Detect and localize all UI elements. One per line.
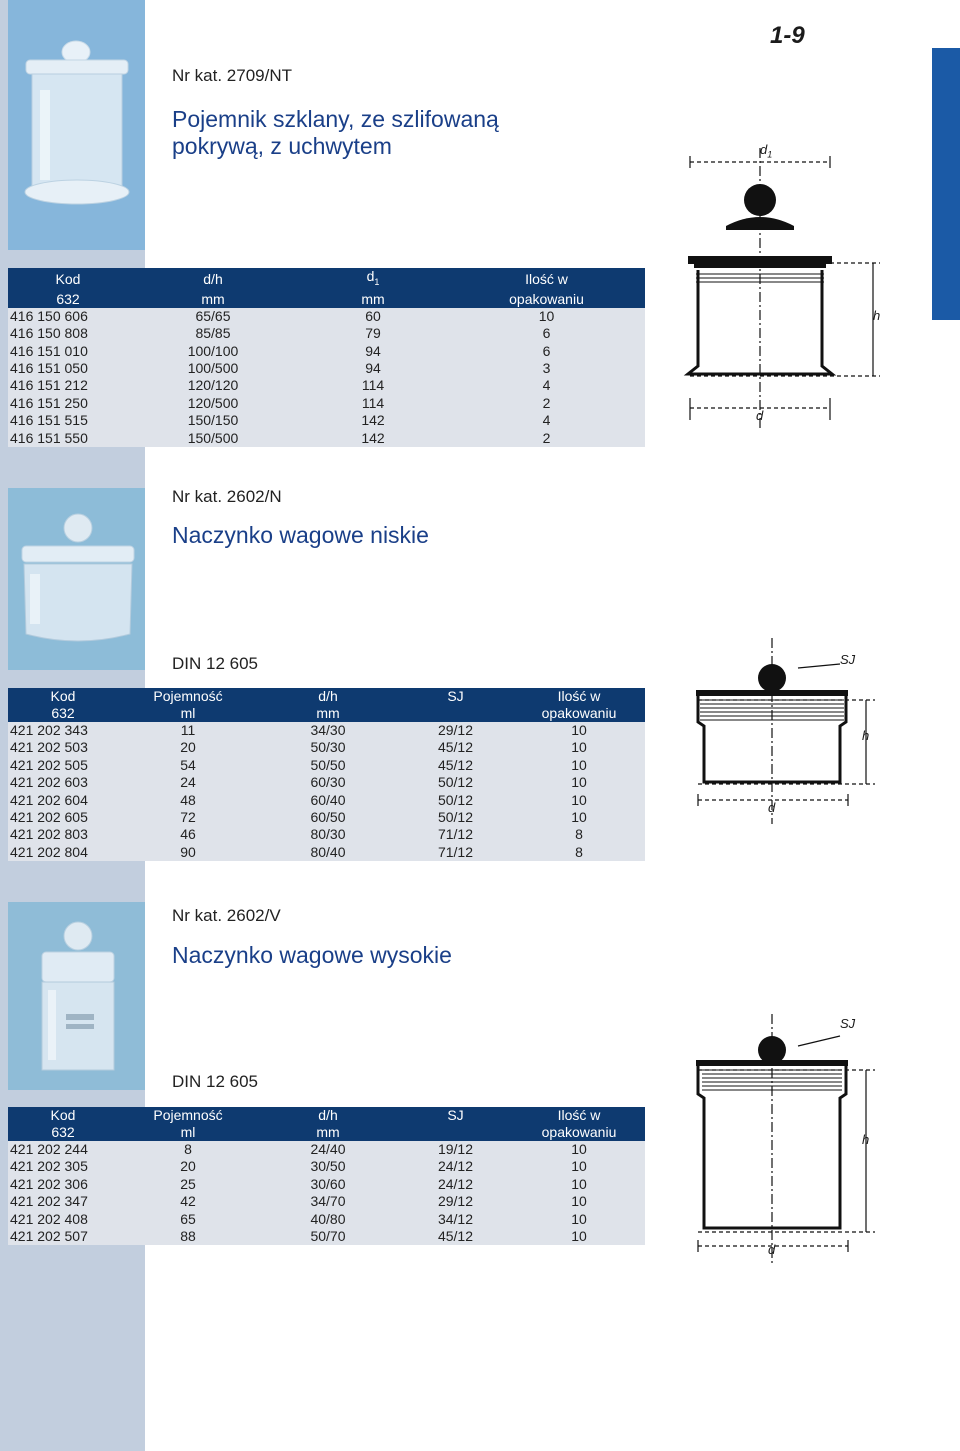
dimension-label-d: d xyxy=(768,1242,776,1257)
table-cell: 65/65 xyxy=(195,307,231,324)
header-ilosc-sub: opakowaniu xyxy=(509,290,584,307)
table-cell: 6 xyxy=(542,342,551,359)
product-code-cell: 421 202 603 xyxy=(10,774,88,791)
table-cell: 10 xyxy=(571,722,587,738)
table-cell: 34/12 xyxy=(437,1210,474,1227)
table-header-row xyxy=(8,1124,645,1141)
catalog-number: Nr kat. 2602/N xyxy=(172,487,282,506)
product-code-cell: 416 151 515 xyxy=(10,412,88,429)
din-standard: DIN 12 605 xyxy=(172,1072,258,1091)
header-d1: $d_1$ xyxy=(366,268,380,287)
table-cell: 10 xyxy=(571,1228,587,1245)
table-cell: 10 xyxy=(571,756,587,773)
table-cell: 150/500 xyxy=(187,429,239,446)
table-cell: 30/50 xyxy=(310,1158,346,1175)
table-cell: 29/12 xyxy=(437,722,474,738)
table-cell: 6 xyxy=(542,325,551,342)
table-cell: 10 xyxy=(571,1193,587,1210)
table-row xyxy=(8,826,645,843)
table-cell: 20 xyxy=(180,1158,196,1175)
dimension-label-sj: SJ xyxy=(840,652,856,667)
table-cell: 85/85 xyxy=(195,325,231,342)
table-cell: 10 xyxy=(571,1210,587,1227)
specification-table xyxy=(8,1107,645,1245)
table-cell: 65 xyxy=(180,1210,196,1227)
table-cell: 50/50 xyxy=(310,756,346,773)
technical-drawing-container xyxy=(690,1010,890,1270)
table-row xyxy=(8,1176,645,1193)
table-row xyxy=(8,412,645,429)
technical-drawing-container xyxy=(690,634,890,834)
table-cell: 24 xyxy=(180,774,196,791)
header-ilosc: Ilość w xyxy=(557,688,601,704)
product-code-cell: 416 151 050 xyxy=(10,360,88,377)
product-photo-weighing-bottle-tall xyxy=(8,902,145,1090)
table-cell: 94 xyxy=(365,360,381,377)
table-row xyxy=(8,792,645,809)
table-cell: 50/30 xyxy=(310,739,346,756)
product-code-cell: 421 202 347 xyxy=(10,1193,88,1210)
table-cell: 50/12 xyxy=(437,791,474,808)
table-cell: 42 xyxy=(180,1193,196,1210)
table-header-row xyxy=(8,688,645,705)
header-ilosc: Ilość w xyxy=(557,1107,601,1123)
dimension-label-d1: $d_1$ xyxy=(760,142,773,160)
table-cell: 50/12 xyxy=(437,809,474,826)
table-cell: 60 xyxy=(365,307,381,324)
header-dh-unit: mm xyxy=(316,705,340,721)
table-row xyxy=(8,1211,645,1228)
table-cell: 10 xyxy=(571,1158,587,1175)
dimension-label-d: d xyxy=(768,800,776,815)
table-row xyxy=(8,1141,645,1158)
table-header-row xyxy=(8,291,645,308)
section-title: Naczynko wagowe wysokie xyxy=(172,942,452,968)
product-code-cell: 416 151 550 xyxy=(10,429,88,446)
product-photo-weighing-bottle-low xyxy=(8,488,145,670)
table-header-row xyxy=(8,268,645,291)
header-sj: SJ xyxy=(447,1107,464,1123)
catalog-number: Nr kat. 2602/V xyxy=(172,906,281,925)
section-title-line: pokrywą, z uchwytem xyxy=(172,133,392,159)
table-cell: 2 xyxy=(542,429,551,446)
product-code-cell: 421 202 503 xyxy=(10,739,88,756)
table-row xyxy=(8,430,645,447)
table-cell: 90 xyxy=(180,843,196,860)
product-photo-glass-container xyxy=(8,0,145,250)
table-cell: 24/40 xyxy=(310,1141,346,1157)
table-cell: 8 xyxy=(575,826,583,843)
table-header-row xyxy=(8,705,645,722)
header-kod-sub: 632 xyxy=(51,1124,75,1140)
table-row xyxy=(8,360,645,377)
dimension-label-h: h xyxy=(873,308,881,323)
header-sj-unit xyxy=(398,705,513,722)
table-cell: 10 xyxy=(571,774,587,791)
table-cell: 79 xyxy=(365,325,381,342)
table-cell: 10 xyxy=(571,1141,587,1157)
table-cell: 80/40 xyxy=(310,843,346,860)
header-dh: d/h xyxy=(203,270,223,287)
product-code-cell: 421 202 604 xyxy=(10,791,88,808)
header-pojemnosc-unit: ml xyxy=(180,705,196,721)
product-code-cell: 421 202 605 xyxy=(10,809,88,826)
table-cell: 4 xyxy=(542,377,551,394)
table-cell: 11 xyxy=(180,722,196,738)
catalog-number: Nr kat. 2709/NT xyxy=(172,66,292,85)
table-cell: 60/40 xyxy=(310,791,346,808)
dimension-label-d: d xyxy=(756,408,764,423)
table-row xyxy=(8,395,645,412)
table-cell: 72 xyxy=(180,809,196,826)
header-dh: d/h xyxy=(318,1107,338,1123)
table-cell: 48 xyxy=(180,791,196,808)
table-cell: 25 xyxy=(180,1175,196,1192)
specification-table xyxy=(8,268,645,447)
table-cell: 54 xyxy=(180,756,196,773)
header-kod-sub: 632 xyxy=(51,705,75,721)
table-cell: 114 xyxy=(361,394,385,411)
section-tab-marker xyxy=(932,48,960,320)
header-sj-unit xyxy=(398,1124,513,1141)
table-row xyxy=(8,774,645,791)
dimension-label-sj: SJ xyxy=(840,1016,856,1031)
table-cell: 4 xyxy=(542,412,551,429)
product-code-cell: 421 202 306 xyxy=(10,1175,88,1192)
table-cell: 45/12 xyxy=(437,1228,474,1245)
table-row xyxy=(8,757,645,774)
din-standard: DIN 12 605 xyxy=(172,654,258,673)
header-pojemnosc: Pojemność xyxy=(153,688,223,704)
product-code-cell: 416 150 606 xyxy=(10,307,88,324)
product-code-cell: 421 202 804 xyxy=(10,843,88,860)
table-row xyxy=(8,377,645,394)
product-code-cell: 421 202 505 xyxy=(10,756,88,773)
table-cell: 45/12 xyxy=(437,739,474,756)
table-cell: 60/50 xyxy=(310,809,346,826)
table-cell: 71/12 xyxy=(437,826,474,843)
table-cell: 100/100 xyxy=(187,342,239,359)
table-cell: 120/120 xyxy=(187,377,239,394)
product-code-cell: 421 202 244 xyxy=(10,1141,88,1157)
header-kod: Kod xyxy=(50,1107,76,1123)
header-dh: d/h xyxy=(318,688,338,704)
table-cell: 114 xyxy=(361,377,385,394)
header-pojemnosc-unit: ml xyxy=(180,1124,196,1140)
header-dh-unit: mm xyxy=(201,290,225,307)
table-cell: 8 xyxy=(575,843,583,860)
specification-table xyxy=(8,688,645,861)
table-row xyxy=(8,325,645,342)
table-cell: 30/60 xyxy=(310,1175,346,1192)
table-row xyxy=(8,722,645,739)
table-cell: 100/500 xyxy=(187,360,239,377)
table-cell: 142 xyxy=(361,412,385,429)
product-code-cell: 421 202 343 xyxy=(10,722,88,738)
table-row xyxy=(8,739,645,756)
header-ilosc-sub: opakowaniu xyxy=(541,705,617,721)
header-kod-sub: 632 xyxy=(56,290,80,307)
header-pojemnosc: Pojemność xyxy=(153,1107,223,1123)
table-cell: 60/30 xyxy=(310,774,346,791)
table-cell: 24/12 xyxy=(437,1175,474,1192)
technical-drawing-container xyxy=(680,138,890,438)
table-cell: 46 xyxy=(180,826,196,843)
table-cell: 142 xyxy=(361,429,385,446)
product-code-cell: 421 202 803 xyxy=(10,826,88,843)
table-cell: 10 xyxy=(571,739,587,756)
table-cell: 34/70 xyxy=(310,1193,346,1210)
product-code-cell: 416 151 250 xyxy=(10,394,88,411)
table-cell: 29/12 xyxy=(437,1193,474,1210)
table-cell: 40/80 xyxy=(310,1210,346,1227)
table-cell: 10 xyxy=(571,1175,587,1192)
table-cell: 88 xyxy=(180,1228,196,1245)
table-cell: 2 xyxy=(542,394,551,411)
header-d1-unit: mm xyxy=(361,290,385,307)
page-number: 1-9 xyxy=(770,22,805,49)
table-cell: 80/30 xyxy=(310,826,346,843)
table-row xyxy=(8,1158,645,1175)
product-code-cell: 416 151 212 xyxy=(10,377,88,394)
table-row xyxy=(8,308,645,325)
table-cell: 34/30 xyxy=(310,722,346,738)
table-header-row xyxy=(8,1107,645,1124)
header-kod: Kod xyxy=(55,270,81,287)
table-cell: 24/12 xyxy=(437,1158,474,1175)
table-cell: 10 xyxy=(571,809,587,826)
table-row xyxy=(8,809,645,826)
dimension-label-h: h xyxy=(862,1132,870,1147)
table-cell: 10 xyxy=(571,791,587,808)
header-dh-unit: mm xyxy=(316,1124,340,1140)
table-cell: 20 xyxy=(180,739,196,756)
table-row xyxy=(8,844,645,861)
dimension-label-h: h xyxy=(862,728,870,743)
product-code-cell: 421 202 408 xyxy=(10,1210,88,1227)
product-code-cell: 416 151 010 xyxy=(10,342,88,359)
table-cell: 50/70 xyxy=(310,1228,346,1245)
header-ilosc-sub: opakowaniu xyxy=(541,1124,617,1140)
header-sj: SJ xyxy=(447,688,464,704)
table-cell: 94 xyxy=(365,342,381,359)
header-ilosc: Ilość w xyxy=(525,270,568,287)
table-cell: 45/12 xyxy=(437,756,474,773)
section-title: Naczynko wagowe niskie xyxy=(172,522,429,548)
table-row xyxy=(8,343,645,360)
section-title-line: Pojemnik szklany, ze szlifowaną xyxy=(172,106,499,132)
table-cell: 50/12 xyxy=(437,774,474,791)
table-cell: 3 xyxy=(542,360,551,377)
table-row xyxy=(8,1193,645,1210)
table-cell: 19/12 xyxy=(437,1141,474,1157)
product-code-cell: 421 202 507 xyxy=(10,1228,88,1245)
table-cell: 150/150 xyxy=(187,412,239,429)
section-title xyxy=(172,106,499,160)
header-kod: Kod xyxy=(50,688,76,704)
table-cell: 10 xyxy=(538,307,555,324)
table-cell: 71/12 xyxy=(437,843,474,860)
product-code-cell: 421 202 305 xyxy=(10,1158,88,1175)
product-code-cell: 416 150 808 xyxy=(10,325,88,342)
table-cell: 8 xyxy=(184,1141,192,1157)
table-cell: 120/500 xyxy=(187,394,239,411)
table-row xyxy=(8,1228,645,1245)
